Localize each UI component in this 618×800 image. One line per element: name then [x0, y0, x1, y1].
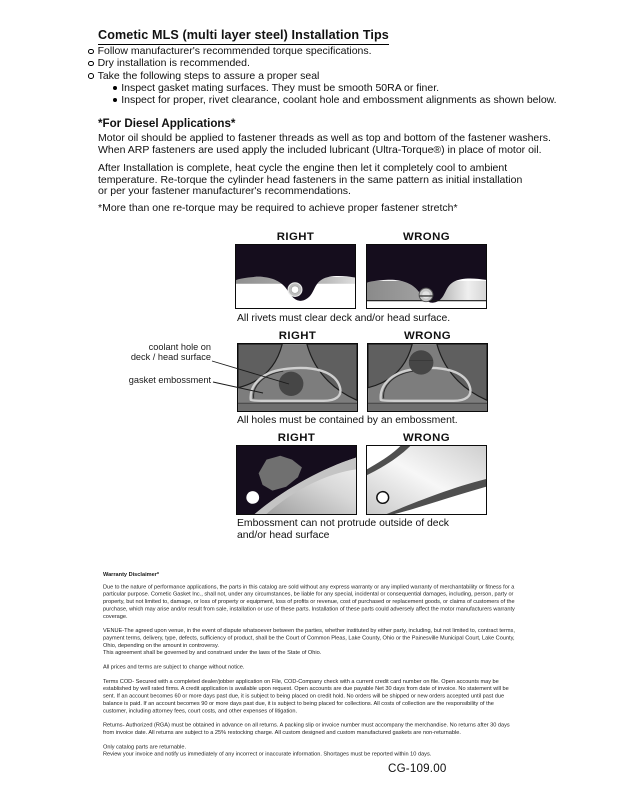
wrong-label: WRONG	[403, 231, 450, 243]
diesel-applications-heading: *For Diesel Applications*	[98, 117, 236, 130]
warranty-disclaimer-heading: Warranty Disclaimer*	[103, 571, 160, 578]
caption-line: and/or head surface	[237, 529, 330, 541]
protrusion-right-diagram	[236, 445, 357, 515]
rivet-wrong-illustration	[367, 245, 486, 308]
paragraph-line: When ARP fasteners are used apply the included lubricant (Ultra-Torque®) in place of motor oil.	[98, 143, 542, 156]
tip-text: Inspect gasket mating surfaces. They must be smooth 50RA or finer.	[121, 81, 440, 94]
review-invoice-text: Review your invoice and notify us immediately of any incorrect or inaccurate information. Shortages must be reported within 10 days.	[103, 751, 432, 758]
caption-line: All holes must be contained by an embossment.	[237, 415, 458, 426]
wrong-label: WRONG	[403, 432, 450, 444]
page-title: Cometic MLS (multi layer steel) Installation Tips	[98, 28, 389, 45]
rivet-right-illustration	[236, 245, 355, 308]
embossment-hole-wrong-diagram	[367, 343, 488, 412]
wrong-label: WRONG	[404, 330, 451, 342]
paragraph-line: Motor oil should be applied to fastener threads as well as top and bottom of the fastener washers.	[98, 132, 551, 144]
caption-line: Embossment can not protrude outside of deck	[237, 518, 449, 529]
protrusion-wrong-diagram	[366, 445, 487, 515]
callout-line: gasket embossment	[128, 375, 211, 385]
tip-text: Inspect for proper, rivet clearance, coolant hole and embossment alignments as shown below.	[121, 94, 557, 107]
tip-item	[88, 57, 558, 69]
tip-sub-item	[113, 82, 558, 94]
paragraph-line: After Installation is complete, heat cycle the engine then let it completely cool to ambient	[98, 162, 508, 174]
tip-item	[88, 45, 558, 57]
installation-tips-list	[88, 45, 558, 106]
returnable-text: Only catalog parts are returnable.	[103, 743, 187, 750]
hollow-bullet-icon	[88, 49, 94, 55]
protrusion-right-illustration	[237, 446, 356, 514]
tip-text: Dry installation is recommended.	[97, 57, 250, 70]
diagram-caption-holes	[237, 415, 458, 427]
terms-cod-text: Terms COD- Secured with a completed dealer/jobber application on File, COD-Company check with a current credit card number on file. Open accounts may be established by well rated firms. A credit application is available upon request. Open accounts are due payable Net 30 days from date of invoice. No statement will be sent. If an account becomes 60 or more days past due, it is subject to being placed on credit hold. No orders will be shipped or new orders accepted until past due balance is paid. If an account becomes 90 or more days past due, it is subject to being placed for collections. All costs of collection are the responsibility of the customer, including attorney fees, court costs, and other expenses of litigation.	[103, 678, 509, 714]
retorque-note: *More than one re-torque may be required to achieve proper fastener stretch*	[98, 202, 458, 214]
tip-text: Take the following steps to assure a proper seal	[97, 69, 320, 82]
diagram-caption-protrusion	[237, 518, 449, 541]
diesel-paragraph-1	[98, 133, 551, 156]
diagram-caption-rivets	[237, 313, 450, 325]
solid-bullet-icon	[113, 86, 117, 90]
governing-law-text: This agreement shall be governed by and construed under the laws of the State of Ohio.	[103, 649, 322, 656]
tip-item	[88, 70, 558, 82]
venue-text: VENUE-The agreed upon venue, in the event of dispute whatsoever between the parties, whether instituted by either party, including, but not limited to, contract terms, payment terms, delivery, type, defects, sufficiency of product, shall be the Court of Common Pleas, Lake County, Ohio or the Painesville Municipal Court, Lake County, Ohio, depending on the amount in controversy.	[103, 627, 515, 649]
callout-line: coolant hole on	[148, 342, 211, 352]
hollow-bullet-icon	[88, 61, 94, 67]
returns-text: Returns- Authorized (RGA) must be obtained in advance on all returns. A packing slip or invoice number must accompany the merchandise. No returns after 30 days from invoice date. All returns are subject to a 25% restocking charge. All custom designed and custom manufactured gaskets are non-returnable.	[103, 722, 510, 736]
tip-sub-item	[113, 94, 558, 106]
hollow-bullet-icon	[88, 73, 94, 79]
protrusion-wrong-illustration	[367, 446, 486, 514]
callout-line: deck / head surface	[130, 351, 211, 362]
paragraph-line: temperature. Re-torque the cylinder head fasteners in the same pattern as initial installation	[98, 173, 523, 186]
right-label: RIGHT	[276, 231, 315, 243]
solid-bullet-icon	[113, 98, 117, 102]
prices-notice-text: All prices and terms are subject to change without notice.	[103, 664, 245, 671]
paragraph-line: or per your fastener manufacturer's recommendations.	[98, 185, 351, 198]
rivet-clearance-wrong-diagram	[366, 244, 487, 309]
diesel-paragraph-2	[98, 163, 522, 198]
right-label: RIGHT	[277, 432, 316, 444]
warranty-disclaimer-text: Due to the nature of performance applications, the parts in this catalog are sold without any express warranty or any implied warranty of merchantability or fitness for a particular purpose. Cometic Gasket Inc., shall not, under any circumstances, be liable for any special, incidental or consequential damages, including, person, party or property, but not limited to, damage, or loss of property or equipment, loss of profits or revenue, cost of purchased or replacement goods, or claims of customers of the purchase, which may arise and/or result from sale, installation or use of these parts. Installation of these parts could adversely affect the motor manufacturers warranty coverage.	[103, 583, 515, 620]
rivet-clearance-right-diagram	[235, 244, 356, 309]
legal-section	[103, 571, 517, 758]
page-code: CG-109.00	[388, 762, 447, 775]
tip-text: Follow manufacturer's recommended torque specifications.	[97, 45, 372, 57]
callout-leader-lines	[105, 350, 305, 400]
right-label: RIGHT	[278, 330, 317, 342]
hole-wrong-illustration	[368, 344, 487, 411]
caption-line: All rivets must clear deck and/or head surface.	[237, 313, 451, 324]
